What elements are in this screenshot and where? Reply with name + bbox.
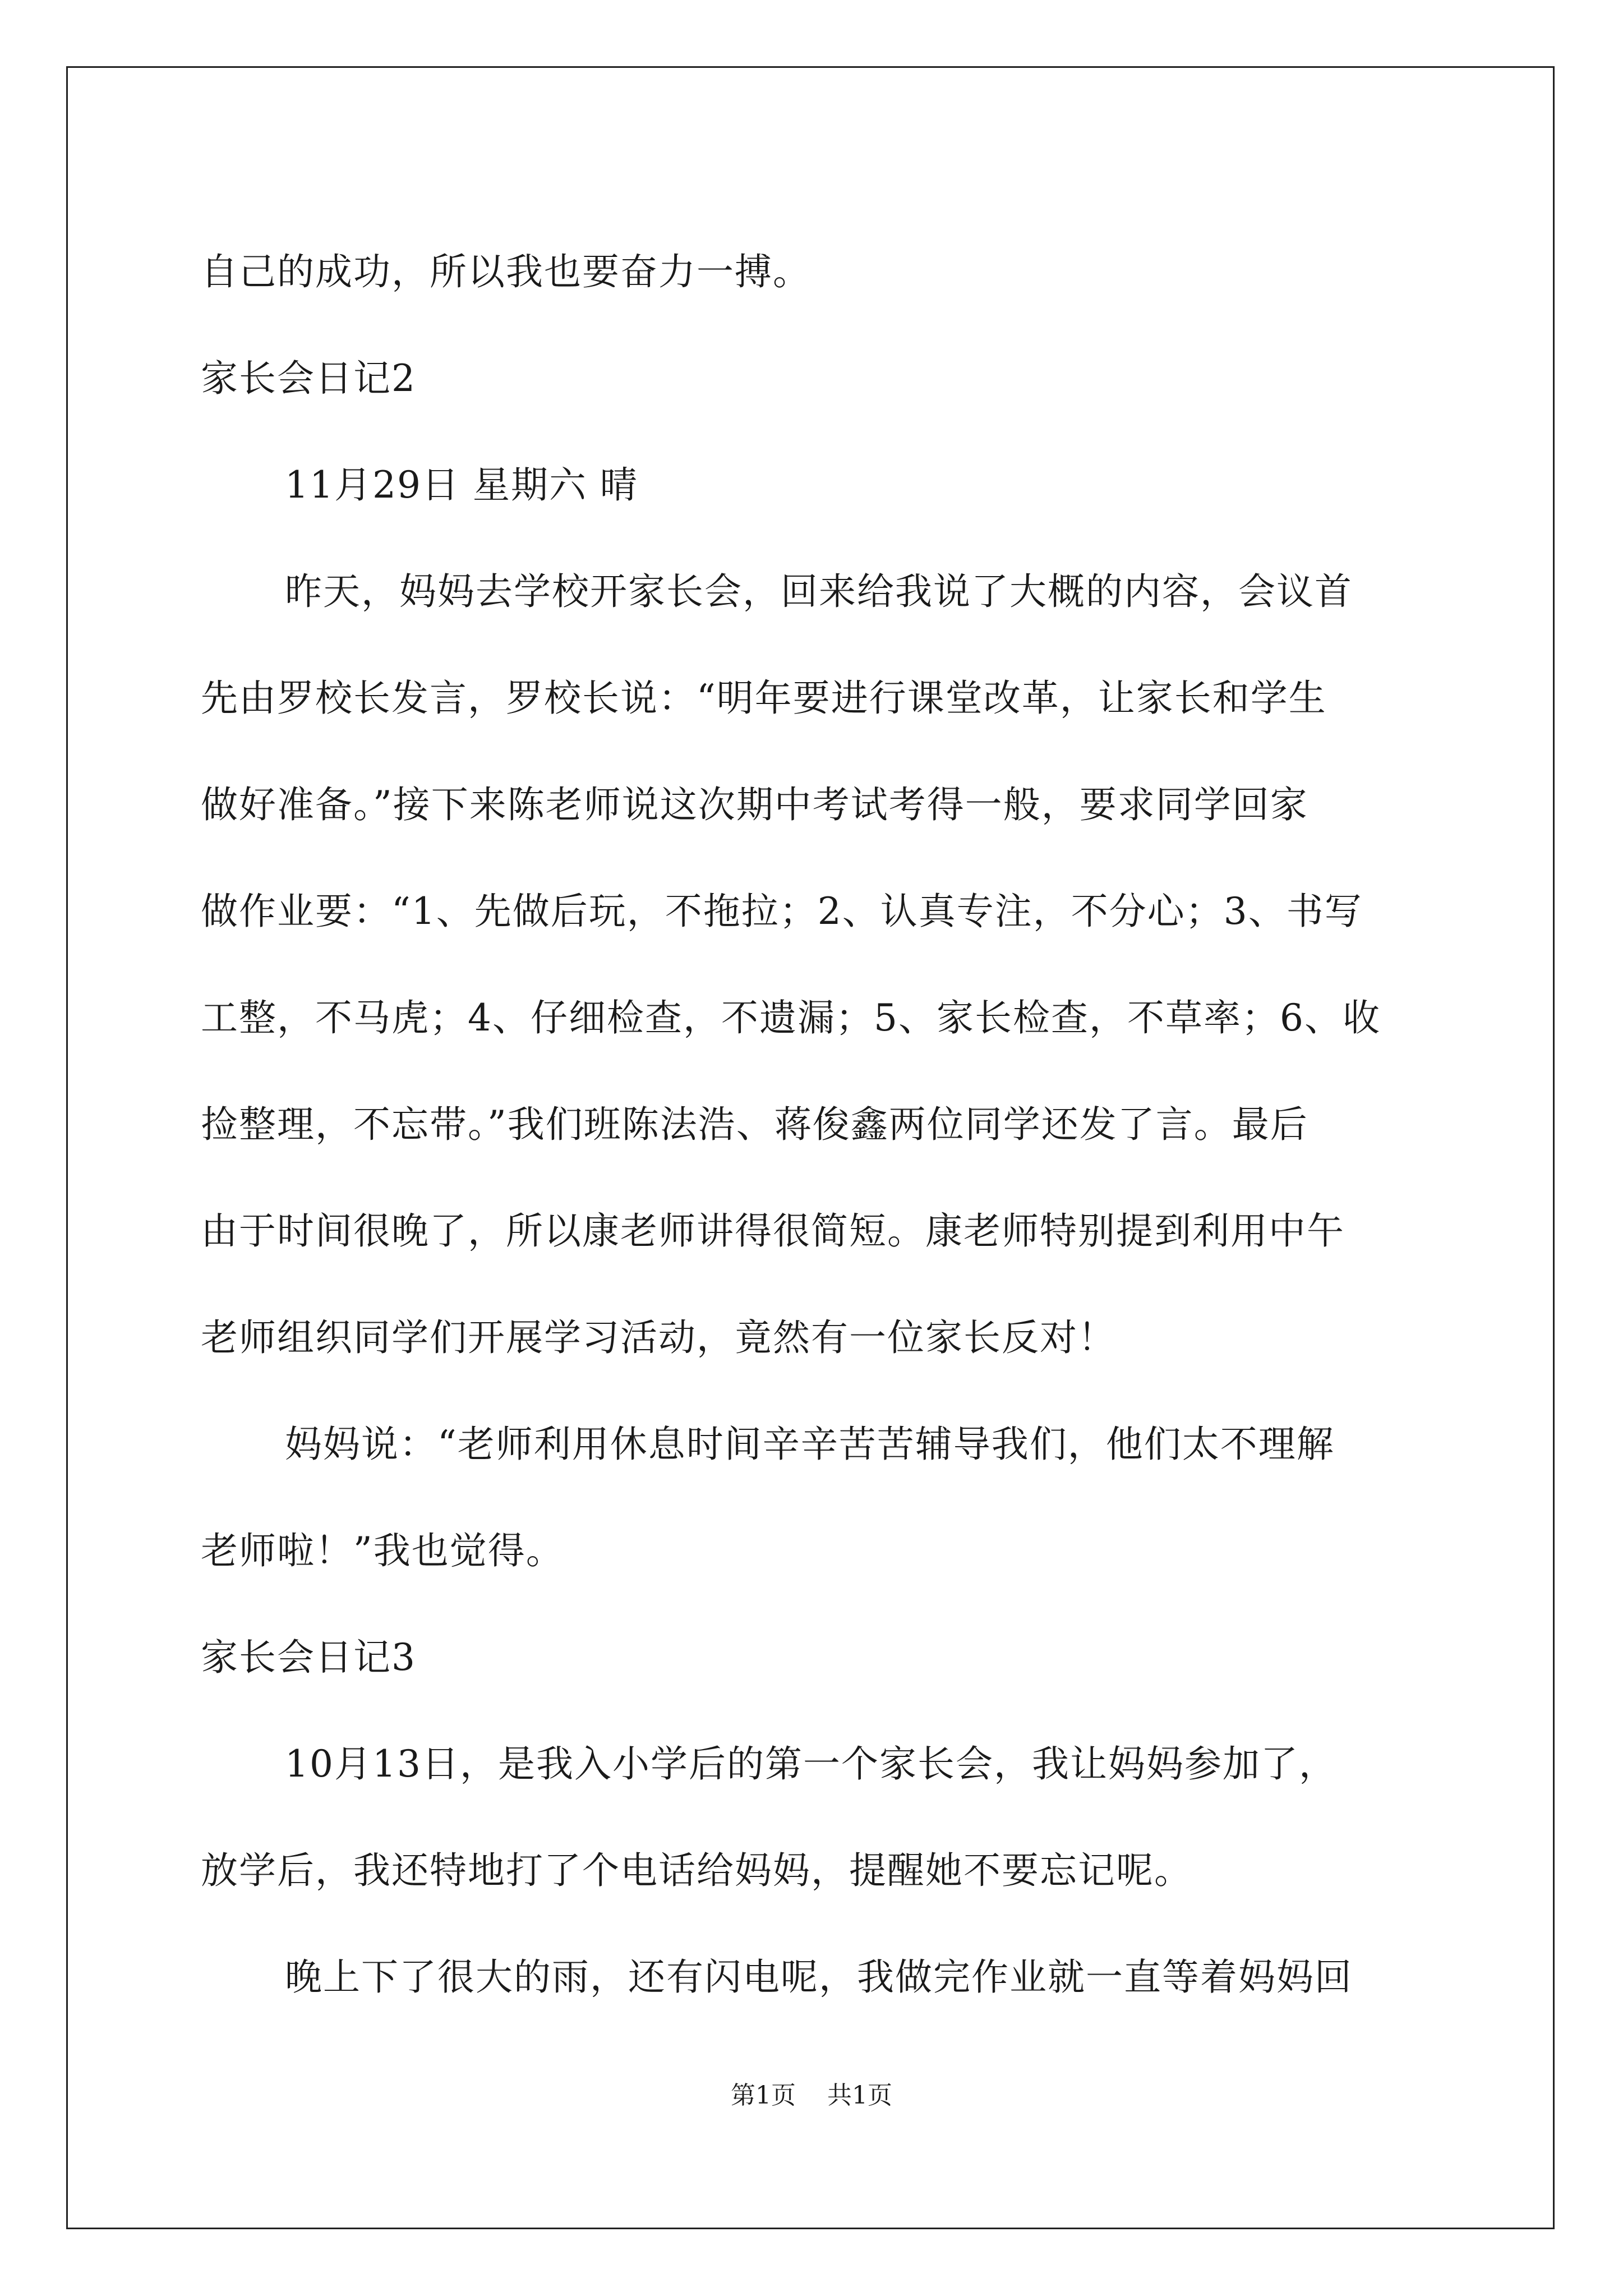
body-line: 做作业要：“1、先做后玩，不拖拉；2、认真专注，不分心；3、书写 (201, 890, 1363, 933)
page-total: 共1页 (827, 2081, 892, 2110)
body-line: 做好准备。”接下来陈老师说这次期中考试考得一般，要求同学回家 (201, 783, 1308, 826)
body-line: 老师组织同学们开展学习活动，竟然有一位家长反对！ (201, 1316, 1116, 1359)
body-line: 妈妈说：“老师利用休息时间辛辛苦苦辅导我们，他们太不理解 (285, 1423, 1335, 1466)
body-line: 由于时间很晚了，所以康老师讲得很简短。康老师特别提到利用中午 (201, 1209, 1345, 1253)
body-line: 老师啦！”我也觉得。 (201, 1529, 564, 1572)
diary-date-line: 11月29日 星期六 晴 (285, 463, 638, 507)
body-line: 捡整理，不忘带。”我们班陈法浩、蒋俊鑫两位同学还发了言。最后 (201, 1103, 1308, 1146)
body-line: 放学后，我还特地打了个电话给妈妈，提醒她不要忘记呢。 (201, 1849, 1192, 1892)
section-heading: 家长会日记3 (201, 1636, 416, 1679)
page-number: 第1页 (731, 2081, 796, 2110)
document-body (201, 219, 1435, 2031)
body-line: 先由罗校长发言，罗校长说：“明年要进行课堂改革，让家长和学生 (201, 677, 1327, 720)
body-line: 工整，不马虎；4、仔细检查，不遗漏；5、家长检查，不草率；6、收 (201, 996, 1381, 1039)
section-heading: 家长会日记2 (201, 357, 416, 400)
body-line: 晚上下了很大的雨，还有闪电呢，我做完作业就一直等着妈妈回 (285, 1955, 1353, 1999)
body-line: 自己的成功，所以我也要奋力一搏。 (201, 250, 811, 293)
page-footer (0, 2079, 1623, 2113)
body-line: 昨天，妈妈去学校开家长会，回来给我说了大概的内容，会议首 (285, 570, 1353, 613)
body-line: 10月13日，是我入小学后的第一个家长会，我让妈妈参加了， (285, 1742, 1337, 1786)
